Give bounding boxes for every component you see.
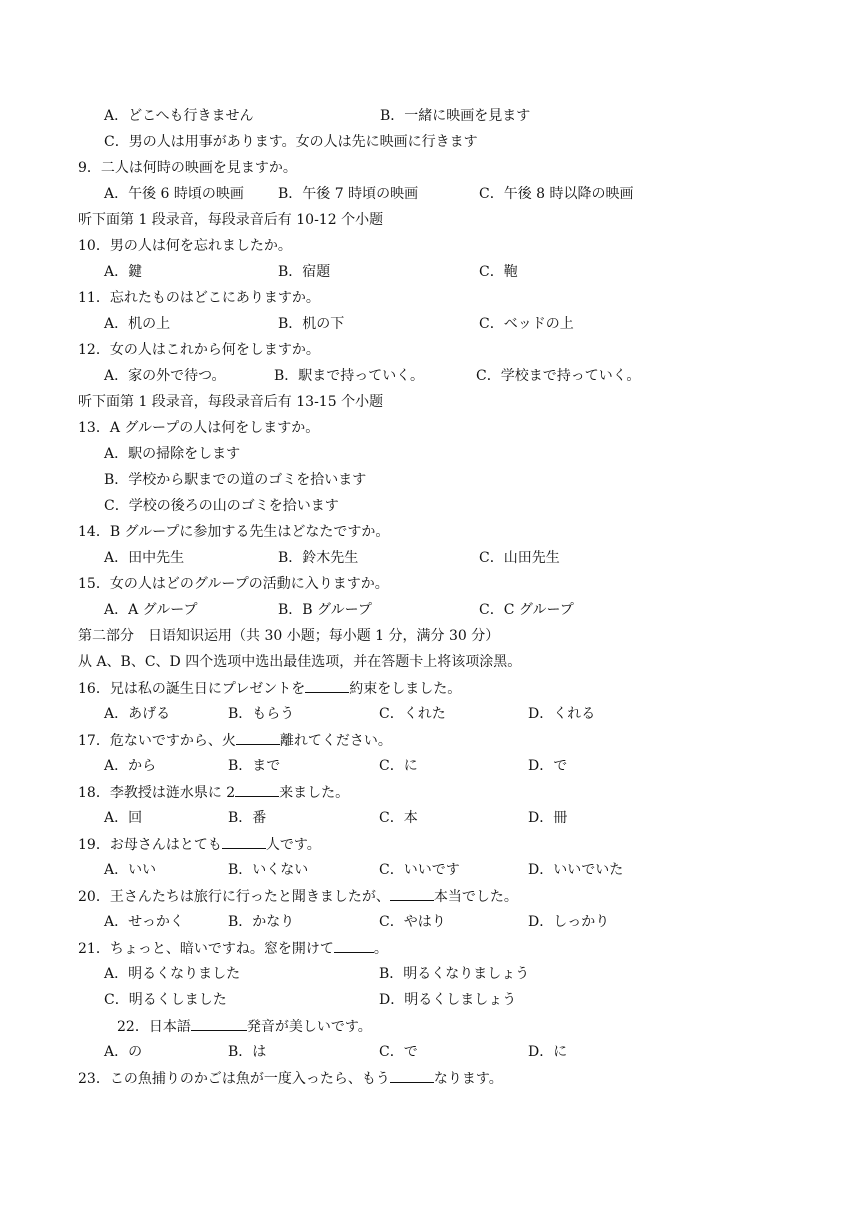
q22-option-b: B．は: [228, 1044, 267, 1060]
q9-option-c: C．午後 8 時以降の映画: [479, 186, 634, 202]
q17-option-a: A．から: [104, 758, 157, 774]
q16-option-c: C．くれた: [379, 706, 446, 722]
q8-option-b: B．一緒に映画を見ます: [380, 108, 531, 124]
answer-blank: [334, 939, 374, 953]
q11-option-c: C．ベッドの上: [479, 316, 574, 332]
q21-option-c: C．明るくしました: [104, 992, 227, 1008]
q20-option-d: D．しっかり: [528, 914, 610, 930]
q13-option-a: A．駅の掃除をします: [104, 446, 241, 462]
q14-option-c: C．山田先生: [479, 550, 560, 566]
answer-blank: [235, 783, 279, 797]
q12-option-a: A．家の外で待つ。: [104, 368, 226, 384]
q19-option-c: C．いいです: [379, 862, 460, 878]
q17-option-b: B．まで: [228, 758, 281, 774]
answer-blank: [222, 835, 266, 849]
q19-option-d: D．いいでいた: [528, 862, 624, 878]
q11-option-a: A．机の上: [104, 316, 171, 332]
q19-option-b: B．いくない: [228, 862, 309, 878]
q16-option-d: D．くれる: [528, 706, 596, 722]
q12-option-b: B．駅まで持っていく。: [274, 368, 425, 384]
q21-option-d: D．明るくしましょう: [379, 992, 517, 1008]
q15-option-c: C．C グループ: [479, 602, 574, 618]
q11-option-b: B．机の下: [278, 316, 345, 332]
q22-option-d: D．に: [528, 1044, 568, 1060]
q10-option-b: B．宿題: [278, 264, 331, 280]
q16-option-b: B．もらう: [228, 706, 295, 722]
q18-option-a: A．回: [104, 810, 143, 826]
answer-blank: [236, 731, 280, 745]
q21-option-b: B．明るくなりましょう: [379, 966, 530, 982]
answer-blank: [191, 1017, 247, 1031]
q9-option-b: B．午後 7 時頃の映画: [278, 186, 419, 202]
answer-blank: [305, 679, 349, 693]
q12-option-c: C．学校まで持っていく。: [476, 368, 641, 384]
q22-option-a: A．の: [104, 1044, 143, 1060]
q13-option-b: B．学校から駅までの道のゴミを拾います: [104, 472, 367, 488]
q10-option-a: A．鍵: [104, 264, 143, 280]
q14-option-a: A．田中先生: [104, 550, 185, 566]
q14-option-b: B．鈴木先生: [278, 550, 359, 566]
q10-option-c: C．鞄: [479, 264, 518, 280]
q21-option-a: A．明るくなりました: [104, 966, 241, 982]
q16-option-a: A．あげる: [104, 706, 171, 722]
q20-option-b: B．かなり: [228, 914, 295, 930]
q15-option-b: B．B グループ: [278, 602, 372, 618]
q17-option-c: C．に: [379, 758, 418, 774]
exam-page: A．どこへも行きません B．一緒に映画を見ます C．男の人は用事があります。女の人は先に映画に行きます 9．二人は何時の映画を見ますか。 A．午後 6 時頃の映画 B．午後 7 時頃の映画 C．午後 8 時以降の映画 听下面第 1 段录音，每段录音后有 10-12 个小题 10．男の人は何を忘れましたか。 A．鍵 B．宿題 C．鞄 11．忘れたものはどこにありますか。 A．机の上 B．机の下 C．ベッドの上 12．女の人はこれから何をしますか。 A．家の外で待つ。 B．駅まで持っていく。 C．学校まで持っていく。 听下面第 1 段录音，每段录音后有 13-15 个小题 13．A グループの人は何をしますか。 A．駅の掃除をします B．学校から駅までの道のゴミを拾います C．学校の後ろの山のゴミを拾います 14．B グループに参加する先生はどなたですか。 A．田中先生 B．鈴木先生 C．山田先生 15．女の人はどのグループの活動に入りますか。 A．A グループ B．B グループ C．C グループ 第二部分 日语知识运用（共 30 小题；每小题 1 分，满分 30 分） 从 A、B、C、D 四个选项中选出最佳选项，并在答题卡上将该项涂黑。 16．兄は私の誕生日にプレゼントを 約束をしました。 A．あげる B．もらう C．くれた D．くれる 17．危ないですから、火 離れてください。 A．から B．まで C．に D．で 18．李教授は涟水県に 2 来ました。 A．回 B．番 C．本 D．冊 19．お母さんはとても 人です。 A．いい B．いくない C．いいです D．いいでいた 20．王さんたちは旅行に行ったと聞きましたが、 本当でした。 A．せっかく B．かなり C．やはり D．しっかり 21．ちょっと、暗いですね。窓を開けて 。 A．明るくなりました B．明るくなりましょう C．明るくしました D．明るくしましょう 22．日本語 発音が美しいです。 A．の B．は C．で D．に 23．この魚捕りのかごは魚が一度入ったら、もう なります。: [78, 108, 641, 1087]
q13-option-c: C．学校の後ろの山のゴミを拾います: [104, 498, 339, 514]
q15-option-a: A．A グループ: [104, 602, 198, 618]
q8-option-c: C．男の人は用事があります。女の人は先に映画に行きます: [104, 134, 478, 150]
q20-option-c: C．やはり: [379, 914, 446, 930]
q9-option-a: A．午後 6 時頃の映画: [104, 186, 244, 202]
q20-option-a: A．せっかく: [104, 914, 184, 930]
q18-option-c: C．本: [379, 810, 418, 826]
q8-option-a: A．どこへも行きません: [104, 108, 254, 124]
answer-blank: [390, 887, 434, 901]
q22-option-c: C．で: [379, 1044, 418, 1060]
q17-option-d: D．で: [528, 758, 568, 774]
q18-option-b: B．番: [228, 810, 267, 826]
q19-option-a: A．いい: [104, 862, 157, 878]
answer-blank: [390, 1069, 434, 1083]
q18-option-d: D．冊: [528, 810, 568, 826]
